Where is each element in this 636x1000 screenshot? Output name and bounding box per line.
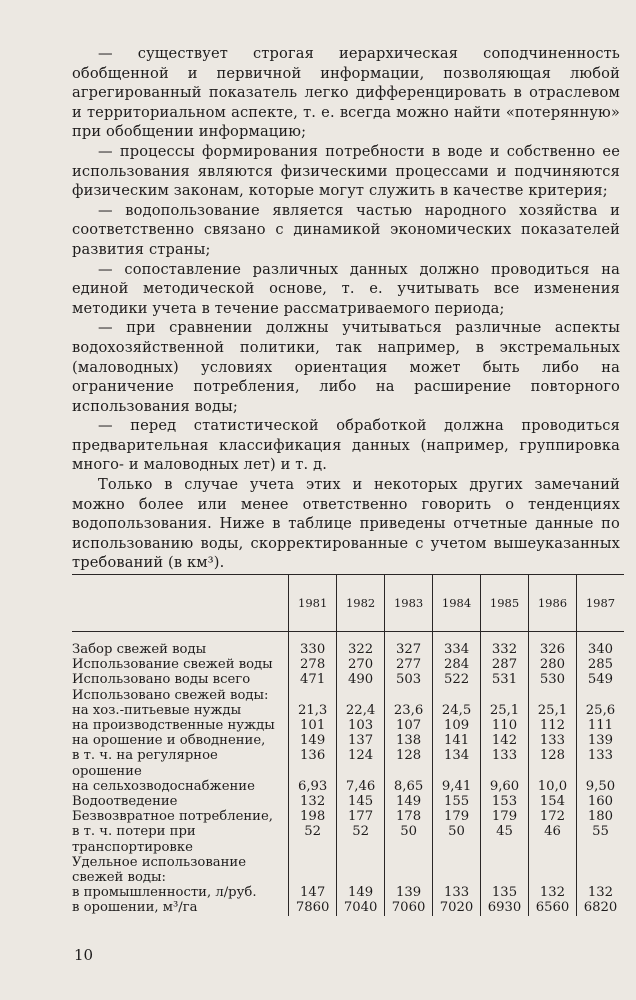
row-label: в орошении, м³/га [72,900,198,916]
table-row [72,885,624,900]
paragraph: — водопользование является частью народного хозяйства и соответственно связано с динамикой экономических показателей развития страны; [72,201,620,258]
table-cell: 124 [337,748,385,778]
table-cell: 172 [529,809,577,824]
table-cell: 128 [529,748,577,778]
table-row [72,855,624,885]
table-cell: 103 [337,718,385,733]
row-label: Безвозвратное потребление, [72,809,273,825]
table-cell: 21,3 [289,703,337,718]
table-row [72,779,624,794]
table-cell: 25,6 [576,703,624,718]
paragraph: — сопоставление различных данных должно проводиться на единой методической основе, т. е. учитывать все изменения методики учета в течение рассматриваемого периода; [72,260,620,317]
table-cell: 6930 [481,900,529,915]
table-cell: 147 [289,885,337,900]
table-cell [385,855,433,885]
table-cell: 109 [433,718,481,733]
row-label: Водоотведение [72,794,178,810]
table-cell: 270 [337,657,385,672]
table-cell: 7,46 [337,779,385,794]
table-cell: 198 [289,809,337,824]
row-label: Использовано воды всего [72,672,251,688]
row-label: в промышленности, л/руб. [72,885,257,901]
table-cell: 6820 [576,900,624,915]
table-cell: 6,93 [289,779,337,794]
table-cell [289,855,337,885]
table-row [72,672,624,687]
table-cell: 145 [337,794,385,809]
table-cell: 9,60 [481,779,529,794]
table-cell: 133 [576,748,624,778]
table-cell [289,688,337,703]
table-row [72,748,624,778]
table-cell: 22,4 [337,703,385,718]
table-row [72,688,624,703]
table-cell: 9,41 [433,779,481,794]
table-cell: 55 [576,824,624,854]
table-cell: 7860 [289,900,337,915]
table-row [72,794,624,809]
year-header: 1981 [289,575,337,632]
table-cell: 107 [385,718,433,733]
table-cell: 280 [529,657,577,672]
table-cell: 180 [576,809,624,824]
table-cell: 7040 [337,900,385,915]
table-cell: 471 [289,672,337,687]
table-cell: 138 [385,733,433,748]
table-row [72,657,624,672]
table-cell: 154 [529,794,577,809]
table-cell [337,855,385,885]
table-cell: 46 [529,824,577,854]
table-cell: 128 [385,748,433,778]
table-cell: 133 [481,748,529,778]
table-row [72,733,624,748]
table-cell: 10,0 [529,779,577,794]
row-label: Использовано свежей воды: [72,687,269,703]
table-cell: 101 [289,718,337,733]
row-label: на сельхозводоснабжение [72,778,255,794]
table-cell: 133 [433,885,481,900]
table-cell: 52 [337,824,385,854]
table-cell: 24,5 [433,703,481,718]
table-row [72,809,624,824]
year-header: 1986 [529,575,577,632]
table-cell: 25,1 [481,703,529,718]
table-cell: 136 [289,748,337,778]
table-cell: 149 [289,733,337,748]
table-cell: 179 [433,809,481,824]
paragraph: — существует строгая иерархическая соподчиненность обобщенной и первичной информации, позволяющая любой агрегированный показатель легко дифференцировать в отраслевом и территориальном аспекте, т. е. всегда можно найти «потерянную» при обобщении информацию; [72,45,620,141]
table-cell: 277 [385,657,433,672]
year-header: 1985 [481,575,529,632]
table-cell: 522 [433,672,481,687]
table-cell: 9,50 [576,779,624,794]
table-cell: 285 [576,657,624,672]
table-row [72,900,624,915]
table-cell: 6560 [529,900,577,915]
table-cell: 132 [576,885,624,900]
table-cell [576,688,624,703]
row-label: в т. ч. потери при транспортировке [72,824,196,855]
table-cell: 141 [433,733,481,748]
table-cell: 531 [481,672,529,687]
table-cell: 23,6 [385,703,433,718]
table-cell [433,855,481,885]
table-cell: 135 [481,885,529,900]
table-body [72,632,624,916]
row-label: в т. ч. на регулярное орошение [72,748,218,779]
table-cell: 133 [529,733,577,748]
row-label: на хоз.-питьевые нужды [72,702,242,718]
paragraph: — при сравнении должны учитываться различные аспекты водохозяйственной политики, так например, в экстремальных (маловодных) условиях ориентация может быть либо на ограничение потребления, либо на расширение повторного использования воды; [72,319,620,415]
table-cell: 132 [529,885,577,900]
table-cell: 139 [576,733,624,748]
table-cell: 139 [385,885,433,900]
table-row [72,824,624,854]
table-cell [576,855,624,885]
table-row [72,718,624,733]
table-cell [337,688,385,703]
page-number: 10 [74,946,94,964]
table-cell: 50 [433,824,481,854]
table-cell: 179 [481,809,529,824]
table-cell [529,855,577,885]
table-cell [529,688,577,703]
year-header: 1987 [576,575,624,632]
table-cell: 340 [576,632,624,658]
table-cell: 549 [576,672,624,687]
table-cell: 110 [481,718,529,733]
row-label: на производственные нужды [72,718,275,734]
table-cell: 287 [481,657,529,672]
table-cell: 142 [481,733,529,748]
year-header: 1982 [337,575,385,632]
table-cell: 25,1 [529,703,577,718]
table-cell [433,688,481,703]
body-text [72,44,620,573]
table-cell: 149 [337,885,385,900]
paragraph: — процессы формирования потребности в воде и собственно ее использования являются физическими процессами и подчиняются физическим законам, которые могут служить в качестве критерия; [72,142,620,200]
table-cell: 153 [481,794,529,809]
table-cell: 330 [289,632,337,658]
year-header: 1984 [433,575,481,632]
table-header-row [72,575,624,632]
table-cell: 112 [529,718,577,733]
table-cell: 137 [337,733,385,748]
table-cell: 50 [385,824,433,854]
table-cell: 155 [433,794,481,809]
table-cell: 45 [481,824,529,854]
table-cell [481,688,529,703]
row-label: на орошение и обводнение, [72,733,266,749]
year-header: 1983 [385,575,433,632]
table-row [72,703,624,718]
table-cell: 327 [385,632,433,658]
table-cell: 334 [433,632,481,658]
water-use-table [72,574,624,916]
table-cell: 503 [385,672,433,687]
table-cell: 332 [481,632,529,658]
table-cell: 111 [576,718,624,733]
table-cell: 149 [385,794,433,809]
table-cell: 490 [337,672,385,687]
row-label: Удельное использование свежей воды: [72,854,247,886]
table-cell: 8,65 [385,779,433,794]
header-blank-cell [72,575,289,632]
table-cell: 160 [576,794,624,809]
table-cell [385,688,433,703]
table-cell: 7020 [433,900,481,915]
table-cell: 530 [529,672,577,687]
table-cell: 134 [433,748,481,778]
table-cell: 52 [289,824,337,854]
table-cell: 132 [289,794,337,809]
paragraph: — перед статистической обработкой должна проводиться предварительная классификация данных (например, группировка много- и маловодных лет) и т. д. [72,417,620,474]
row-label: Использование свежей воды [72,657,273,673]
table-cell: 178 [385,809,433,824]
paragraph: Только в случае учета этих и некоторых других замечаний можно более или менее ответственно говорить о тенденциях водопользования. Ниже в таблице приведены отчетные данные по использованию воды, скорректированные с учетом вышеуказанных требований (в км³). [72,476,620,572]
table-cell: 322 [337,632,385,658]
table-cell: 284 [433,657,481,672]
table-cell: 326 [529,632,577,658]
table-cell: 278 [289,657,337,672]
table-cell [481,855,529,885]
table-row [72,632,624,658]
table-cell: 177 [337,809,385,824]
table-cell: 7060 [385,900,433,915]
row-label: Забор свежей воды [72,642,207,657]
